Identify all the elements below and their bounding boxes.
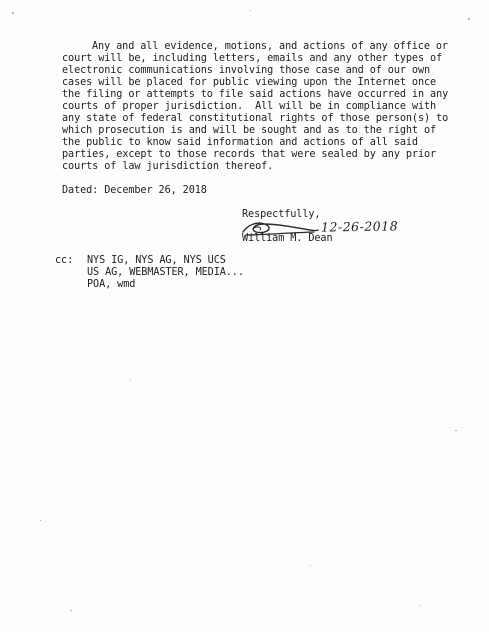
- body-line: cases will be placed for public viewing upon the Internet once: [62, 77, 437, 88]
- scan-speck: [468, 18, 470, 20]
- scan-speck: [420, 605, 421, 606]
- cc-label: cc:: [55, 255, 74, 266]
- body-line: courts of proper jurisdiction. All will be in compliance with: [62, 101, 437, 112]
- cc-line: NYS IG, NYS AG, NYS UCS: [87, 255, 226, 266]
- scan-speck: [250, 10, 251, 11]
- scan-speck: [395, 40, 396, 41]
- body-line: the public to know said information and actions of all said: [62, 137, 418, 148]
- body-line: court will be, including letters, emails and any other types of: [62, 53, 443, 64]
- cc-line: POA, wmd: [87, 279, 136, 290]
- handwritten-date: 12-26-2018: [320, 218, 399, 235]
- closing-text: Respectfully,: [242, 209, 321, 220]
- body-line: the filing or attempts to file said actions have occurred in any: [62, 89, 449, 100]
- dated-line: Dated: December 26, 2018: [62, 185, 207, 196]
- scan-speck: [130, 380, 131, 381]
- body-line: which prosecution is and will be sought and as to the right of: [62, 125, 437, 136]
- body-line: any state of federal constitutional rights of those person(s) to: [62, 113, 449, 124]
- body-line: Any and all evidence, motions, and actions of any office or: [92, 41, 448, 52]
- scan-speck: [455, 430, 457, 431]
- scan-speck: [12, 12, 14, 14]
- scan-speck: [310, 565, 311, 566]
- scan-speck: [70, 610, 72, 611]
- body-line: courts of law jurisdiction thereof.: [62, 161, 274, 172]
- cc-line: US AG, WEBMASTER, MEDIA...: [87, 267, 244, 278]
- body-line: parties, except to those records that were sealed by any prior: [62, 149, 437, 160]
- scan-speck: [40, 520, 41, 521]
- body-line: electronic communications involving those case and of our own: [62, 65, 431, 76]
- signatory-name: William M. Dean: [242, 233, 333, 244]
